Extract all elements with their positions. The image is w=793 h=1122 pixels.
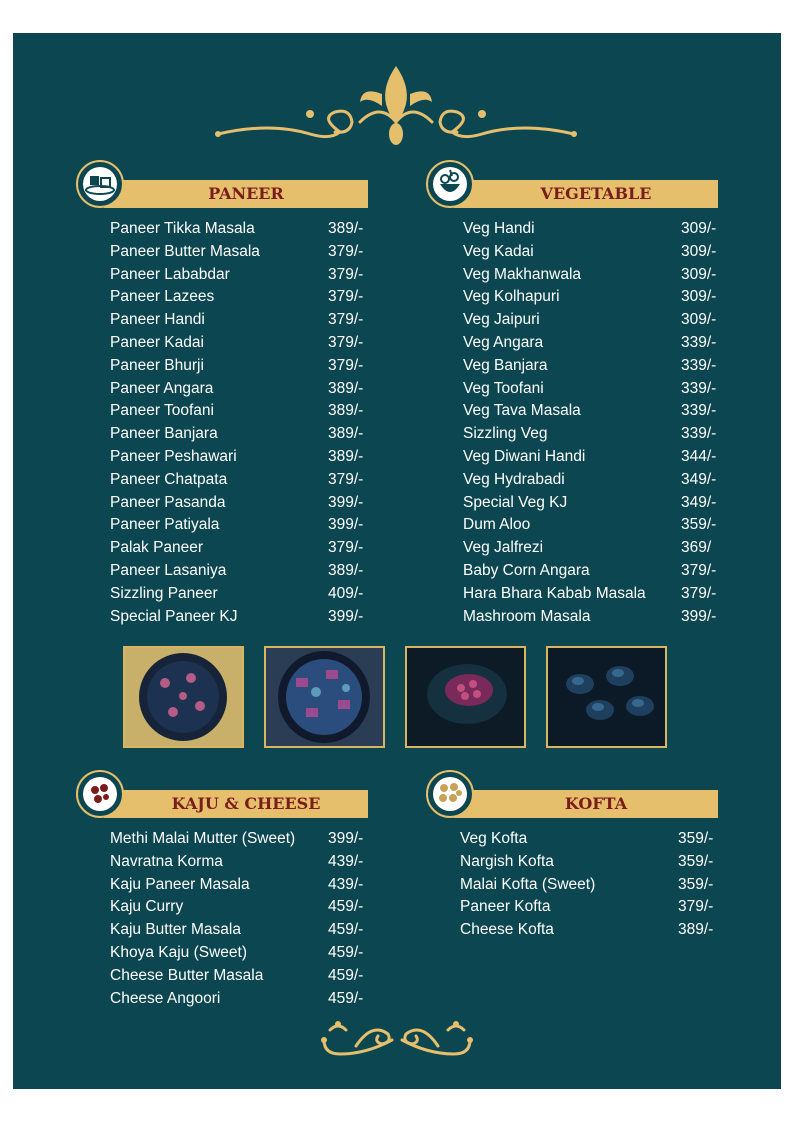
top-flourish-ornament — [210, 62, 582, 152]
menu-item — [463, 355, 743, 378]
item-name: Cheese Butter Masala — [110, 966, 264, 984]
vegetable-basket-icon — [426, 160, 474, 208]
menu-item — [110, 537, 390, 560]
item-name: Paneer Butter Masala — [110, 242, 260, 260]
menu-item — [463, 492, 743, 515]
item-name: Mashroom Masala — [463, 607, 591, 625]
item-name: Paneer Chatpata — [110, 470, 228, 488]
item-price: 379/- — [328, 356, 364, 374]
menu-item — [463, 378, 743, 401]
item-name: Veg Diwani Handi — [463, 447, 586, 465]
item-price: 379/- — [328, 265, 364, 283]
item-name: Navratna Korma — [110, 852, 223, 870]
item-price: 359/- — [678, 875, 714, 893]
item-name: Paneer Kadai — [110, 333, 204, 351]
menu-item — [463, 286, 743, 309]
item-price: 369/ — [681, 539, 712, 557]
item-name: Veg Hydrabadi — [463, 470, 565, 488]
item-price: 379/- — [681, 584, 717, 602]
menu-item — [463, 446, 743, 469]
menu-item — [463, 332, 743, 355]
item-price: 379/- — [328, 311, 364, 329]
item-price: 379/- — [328, 288, 364, 306]
item-name: Special Paneer KJ — [110, 607, 238, 625]
kofta-icon — [426, 770, 474, 818]
section-header — [426, 770, 726, 820]
menu-item — [110, 896, 390, 919]
item-price: 309/- — [681, 265, 717, 283]
item-list — [110, 828, 390, 1010]
item-price: 459/- — [328, 966, 364, 984]
menu-item — [463, 423, 743, 446]
item-price: 349/- — [681, 470, 717, 488]
menu-item — [463, 560, 743, 583]
item-name: Sizzling Paneer — [110, 584, 218, 602]
menu-item — [463, 218, 743, 241]
section-title: PANEER — [208, 184, 284, 203]
item-price: 399/- — [681, 607, 717, 625]
item-name: Nargish Kofta — [460, 852, 554, 870]
menu-item — [110, 264, 390, 287]
menu-item — [463, 264, 743, 287]
item-price: 339/- — [681, 356, 717, 374]
item-price: 379/- — [328, 333, 364, 351]
item-price: 459/- — [328, 989, 364, 1007]
item-name: Veg Handi — [463, 220, 535, 237]
item-price: 379/- — [328, 242, 364, 260]
item-name: Paneer Tikka Masala — [110, 220, 255, 237]
item-name: Khoya Kaju (Sweet) — [110, 943, 247, 961]
menu-item — [463, 241, 743, 264]
item-name: Paneer Patiyala — [110, 516, 220, 534]
item-price: 379/- — [681, 561, 717, 579]
item-name: Paneer Peshawari — [110, 447, 237, 465]
section-title: VEGETABLE — [540, 184, 652, 203]
item-name: Palak Paneer — [110, 539, 204, 557]
menu-item — [110, 469, 390, 492]
menu-item — [110, 514, 390, 537]
item-name: Paneer Banjara — [110, 425, 218, 443]
menu-item — [110, 583, 390, 606]
item-price: 309/- — [681, 242, 717, 260]
item-price: 379/- — [328, 539, 364, 557]
item-price: 439/- — [328, 852, 364, 870]
item-name: Veg Jaipuri — [463, 311, 540, 329]
section-header — [76, 160, 376, 210]
item-price: 399/- — [328, 516, 364, 534]
menu-item — [463, 514, 743, 537]
menu-item — [110, 988, 390, 1011]
item-name: Veg Kadai — [463, 242, 534, 260]
section-title: KAJU & CHEESE — [171, 794, 321, 813]
menu-item — [110, 828, 390, 851]
menu-item — [460, 919, 740, 942]
item-name: Paneer Kofta — [460, 898, 551, 916]
item-name: Veg Tava Masala — [463, 402, 581, 420]
menu-item — [110, 965, 390, 988]
item-list — [110, 218, 390, 628]
menu-item — [110, 378, 390, 401]
item-price: 399/- — [328, 493, 364, 511]
item-price: 359/- — [681, 516, 717, 534]
item-price: 459/- — [328, 898, 364, 916]
item-price: 399/- — [328, 607, 364, 625]
menu-item — [460, 896, 740, 919]
item-price: 339/- — [681, 379, 717, 397]
item-name: Baby Corn Angara — [463, 561, 590, 579]
menu-item — [463, 537, 743, 560]
paneer-gravy-photo — [264, 646, 385, 748]
menu-item — [110, 423, 390, 446]
item-price: 389/- — [328, 561, 364, 579]
menu-item — [110, 400, 390, 423]
item-name: Paneer Toofani — [110, 402, 214, 420]
item-price: 309/- — [681, 220, 717, 237]
item-name: Cheese Kofta — [460, 921, 554, 939]
menu-item — [463, 469, 743, 492]
paneer-curry-photo — [123, 646, 244, 748]
item-price: 344/- — [681, 447, 717, 465]
menu-item — [110, 942, 390, 965]
menu-item — [110, 309, 390, 332]
item-price: 349/- — [681, 493, 717, 511]
menu-item — [110, 355, 390, 378]
item-price: 339/- — [681, 333, 717, 351]
item-name: Veg Banjara — [463, 356, 548, 374]
section-header — [426, 160, 726, 210]
menu-item — [110, 218, 390, 241]
menu-item — [110, 874, 390, 897]
item-price: 389/- — [328, 425, 364, 443]
item-price: 409/- — [328, 584, 364, 602]
menu-item — [110, 919, 390, 942]
menu-item — [463, 583, 743, 606]
item-list — [460, 828, 740, 942]
item-price: 379/- — [678, 898, 714, 916]
item-name: Sizzling Veg — [463, 425, 548, 443]
menu-item — [110, 332, 390, 355]
menu-item — [110, 606, 390, 629]
item-price: 399/- — [328, 830, 364, 847]
item-price: 439/- — [328, 875, 364, 893]
item-name: Paneer Bhurji — [110, 356, 204, 374]
item-name: Veg Toofani — [463, 379, 544, 397]
paneer-dish-icon — [76, 160, 124, 208]
kaju-cheese-icon — [76, 770, 124, 818]
menu-item — [460, 874, 740, 897]
menu-item — [110, 446, 390, 469]
item-list — [463, 218, 743, 628]
item-price: 309/- — [681, 311, 717, 329]
item-name: Paneer Lababdar — [110, 265, 230, 283]
section-title: KOFTA — [564, 794, 628, 813]
item-name: Kaju Paneer Masala — [110, 875, 250, 893]
item-name: Veg Jalfrezi — [463, 539, 544, 557]
item-price: 359/- — [678, 852, 714, 870]
item-name: Methi Malai Mutter (Sweet) — [110, 830, 296, 847]
item-name: Special Veg KJ — [463, 493, 568, 511]
menu-item — [110, 560, 390, 583]
item-price: 459/- — [328, 943, 364, 961]
item-name: Paneer Angara — [110, 379, 214, 397]
menu-item — [110, 286, 390, 309]
item-name: Veg Kolhapuri — [463, 288, 560, 306]
item-name: Paneer Pasanda — [110, 493, 226, 511]
item-price: 389/- — [328, 447, 364, 465]
item-name: Paneer Lasaniya — [110, 561, 227, 579]
menu-item — [463, 606, 743, 629]
item-name: Paneer Handi — [110, 311, 205, 329]
kofta-photo — [546, 646, 667, 748]
section-header — [76, 770, 376, 820]
item-price: 389/- — [678, 921, 714, 939]
item-price: 359/- — [678, 830, 714, 847]
item-price: 339/- — [681, 425, 717, 443]
menu-item — [110, 241, 390, 264]
item-name: Kaju Curry — [110, 898, 184, 916]
item-name: Cheese Angoori — [110, 989, 221, 1007]
item-name: Veg Angara — [463, 333, 544, 351]
menu-item — [110, 851, 390, 874]
menu-item — [463, 309, 743, 332]
veg-dish-photo — [405, 646, 526, 748]
item-name: Malai Kofta (Sweet) — [460, 875, 596, 893]
item-price: 309/- — [681, 288, 717, 306]
item-name: Paneer Lazees — [110, 288, 215, 306]
menu-item — [110, 492, 390, 515]
item-price: 339/- — [681, 402, 717, 420]
bottom-flourish-ornament — [316, 1016, 478, 1060]
menu-item — [460, 828, 740, 851]
menu-item — [463, 400, 743, 423]
item-price: 379/- — [328, 470, 364, 488]
item-price: 389/- — [328, 220, 364, 237]
item-price: 459/- — [328, 921, 364, 939]
item-price: 389/- — [328, 379, 364, 397]
item-price: 389/- — [328, 402, 364, 420]
item-name: Hara Bhara Kabab Masala — [463, 584, 646, 602]
item-name: Kaju Butter Masala — [110, 921, 241, 939]
item-name: Veg Kofta — [460, 830, 528, 847]
menu-item — [460, 851, 740, 874]
item-name: Veg Makhanwala — [463, 265, 582, 283]
item-name: Dum Aloo — [463, 516, 531, 534]
